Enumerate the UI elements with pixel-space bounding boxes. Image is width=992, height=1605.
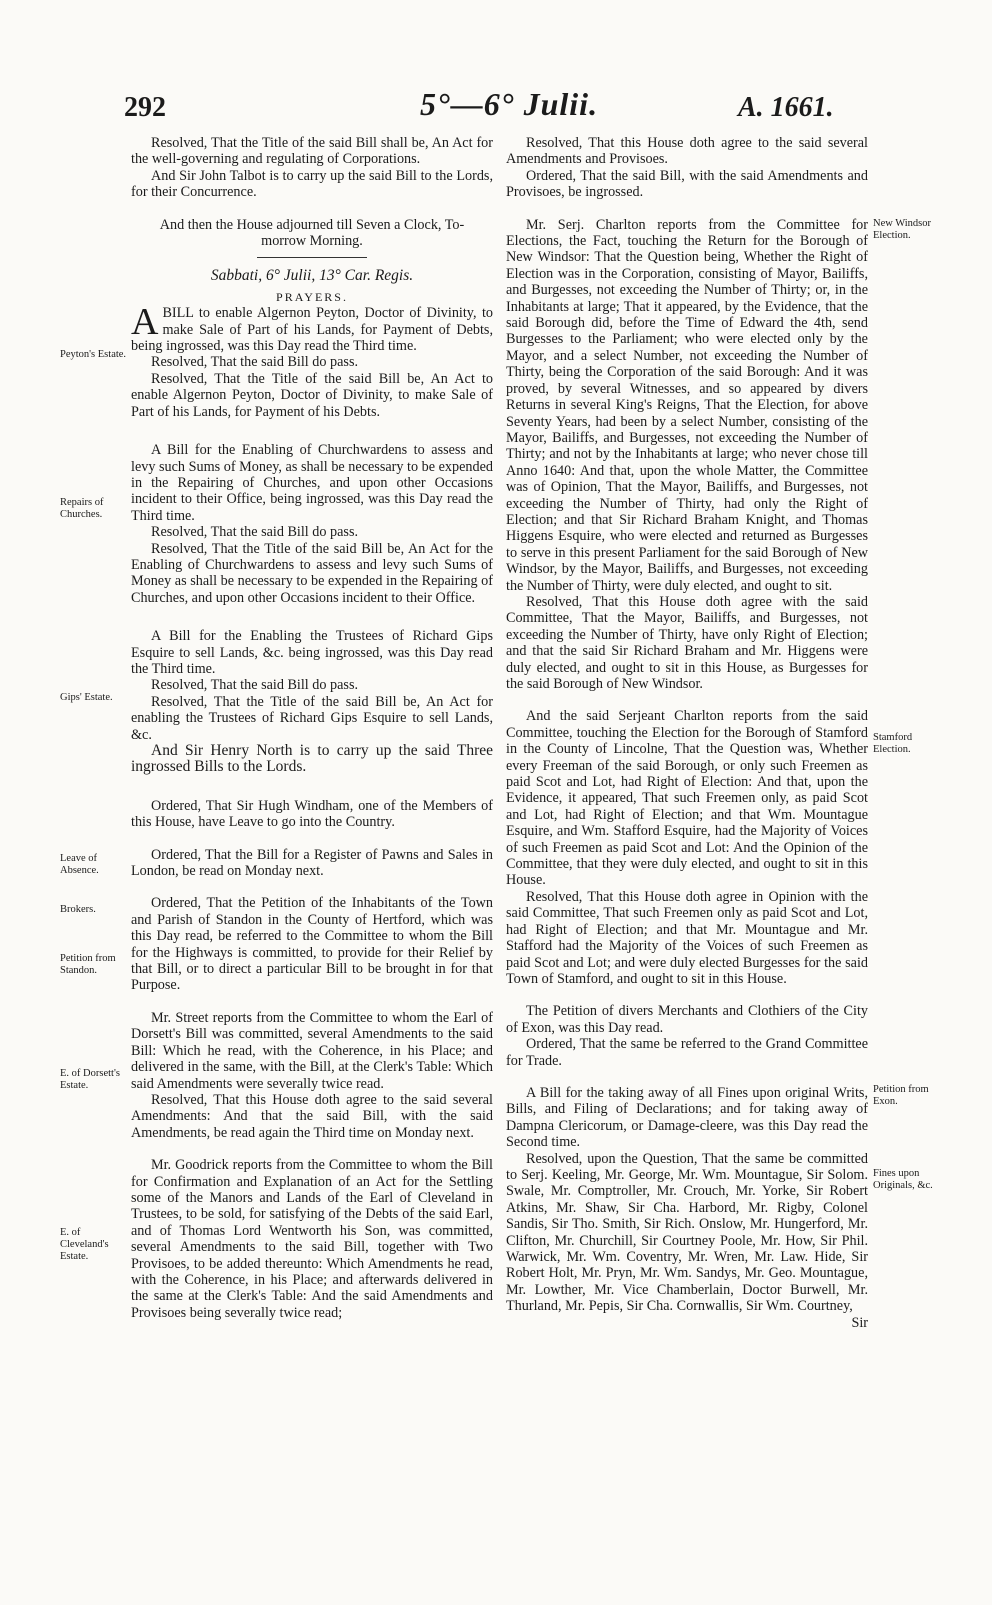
paragraph: Ordered, That Sir Hugh Windham, one of the Members of this House, have Leave to go into the Country.	[131, 797, 493, 831]
paragraph: Resolved, That the Title of the said Bill be, An Act to enable Algernon Peyton, Doctor of Divinity, to make Sale of Part of his Lands, for Payment of his Debts.	[131, 370, 493, 420]
paragraph: Mr. Serj. Charlton reports from the Committee for Elections, the Fact, touching the Return for the Borough of New Windsor: That the Question being, Whether the Right of Election was in the Corporation, consisting of Mayor, Bailiffs, and Burgesses, not exceeding the Number of Thirty; or, in the Inhabitants at large; That it appeared, by the Evidence, that the said Borough did, before the Time of Edward the 4th, send Burgesses to the Parliament; who were elected only by the Mayor, and a select Number, not exceeding the Number of Thirty, being the Corporation of the said Borough: And it was proved, by several Witnesses, and so appeared by divers Returns in several King's Reigns, That the Election, for above Seventy Years, had been by a select Number, consisting of the Mayor, Bailiffs, and Burgesses, not exceeding the Number of Thirty; and not by the Inhabitants at large; who never chose till Anno 1640: And that, upon the whole Matter, the Committee was of Opinion, That the Mayor, Bailiffs, and Burgesses, not exceeding the Number of Thirty, had only the Right of Election; and that Sir Richard Braham Knight, and Thomas Higgens Esquire, who were elected and returned as Burgesses to serve in this present Parliament for the said Borough of New Windsor, by the Mayor, Bailiffs, and Burgesses, not exceeding the Number of Thirty, were duly elected, and ought to sit.	[506, 216, 868, 594]
right-column	[506, 135, 868, 1331]
drop-cap: A	[131, 301, 159, 344]
paragraph: And Sir John Talbot is to carry up the said Bill to the Lords, for their Concurrence.	[131, 167, 493, 201]
running-year: A. 1661.	[738, 92, 834, 123]
catchword: Sir	[851, 1314, 868, 1331]
paragraph: Resolved, That the Title of the said Bill be, An Act for the Enabling of Churchwardens to assess and levy such Sums of Money as shall be necessary to be expended in the Repairing of Churches, and upon other Occasions incident to their Office.	[131, 540, 493, 606]
left-column	[131, 135, 493, 1321]
margin-note: E. of Cleveland's Estate.	[60, 1227, 109, 1262]
paragraph: Resolved, That this House doth agree in Opinion with the said Committee, That such Freemen only as paid Scot and Lot, had Right of Election; and that Mr. Mountague and Mr. Stafford had the Majority of the Voices of such Freemen as paid Scot and Lot; and were duly elected Burgesses for the said Town of Stamford, and ought to sit in this House.	[506, 888, 868, 987]
paragraph: Resolved, That this House doth agree to the said several Amendments and Provisoes.	[506, 135, 868, 168]
margin-note: Petition from Exon.	[873, 1084, 929, 1107]
page-header	[0, 84, 992, 134]
section-rule	[257, 257, 367, 258]
margin-note: Repairs of Churches.	[60, 497, 104, 520]
margin-note: Brokers.	[60, 904, 96, 915]
paragraph: Mr. Goodrick reports from the Committee to whom the Bill for Confirmation and Explanation of an Act for the Settling some of the Manors and Lands of the Earl of Cleveland in Trustees, to be sold, for satisfying of the Debts of the said Earl, and of Thomas Lord Wentworth his Son, was committed, several Amendments to the said Bill, together with Two Provisoes, to be added thereunto: Which Amendments he read, with the Coherence, in his Place; and afterwards delivered in the same at the Clerk's Table: And the said Amendments and Provisoes being severally twice read;	[131, 1157, 493, 1321]
running-date: 5°—6° Julii.	[420, 86, 599, 122]
margin-note: New Windsor Election.	[873, 218, 932, 241]
paragraph: BILL to enable Algernon Peyton, Doctor of Divinity, to make Sale of Part of his Lands, for Payment of Debts, being ingrossed, was this Day read the Third time.	[131, 305, 493, 355]
paragraph: Resolved, That the said Bill do pass.	[151, 677, 359, 694]
paragraph: Resolved, That the said Bill do pass.	[151, 524, 359, 541]
paragraph: Ordered, That the said Bill, with the said Amendments and Provisoes, be ingrossed.	[506, 167, 868, 201]
margin-note: Leave of Absence.	[60, 853, 99, 876]
margin-note: Fines upon Originals, &c.	[873, 1168, 933, 1191]
margin-note: Peyton's Estate.	[60, 349, 127, 360]
adjournment-note: And then the House adjourned till Seven a Clock, To-morrow Morning.	[159, 216, 465, 250]
day-heading: Sabbati, 6° Julii, 13° Car. Regis.	[210, 267, 414, 285]
paragraph: The Petition of divers Merchants and Clothiers of the City of Exon, was this Day read.	[506, 1003, 868, 1036]
paragraph: Resolved, That the Title of the said Bill shall be, An Act for the well-governing and regulating of Corporations.	[131, 135, 493, 168]
paragraph: And the said Serjeant Charlton reports from the said Committee, touching the Election for the Borough of Stamford in the County of Lincolne, That the Question was, Whether every Freeman of the said Borough, or only such Freemen as paid Scot and Lot, had Right of Election: And that, upon the Evidence, it appeared, That such Freemen only, as paid Scot and Lot, had Right of Election; and that Wm. Mountague Esquire, and Wm. Stafford Esquire, had the Majority of Voices of such Freemen as paid Scot and Lot: And the Opinion of the Committee, that they were duly elected, and ought to sit in this House.	[506, 708, 868, 889]
paragraph: Resolved, That the said Bill do pass.	[151, 354, 359, 371]
paragraph: Resolved, That the Title of the said Bill be, An Act for enabling the Trustees of Richard Gips Esquire to sell Lands, &c.	[131, 693, 493, 743]
paragraph: Mr. Street reports from the Committee to whom the Earl of Dorsett's Bill was committed, several Amendments to the said Bill: Which he read, with the Coherence, in his Place; and delivered in the same, with the Bill, at the Clerk's Table: Which said Amendments were severally twice read.	[131, 1009, 493, 1092]
prayers-heading: PRAYERS.	[276, 289, 348, 304]
paragraph: A Bill for the Enabling of Churchwardens to assess and levy such Sums of Money, as shall be necessary to be expended in the Repairing of Churches, and upon other Occasions incident to their Office, being ingrossed, was this Day read the Third time.	[131, 442, 493, 524]
paragraph: A Bill for the taking away of all Fines upon original Writs, Bills, and Filing of Declarations; and for taking away of Dampna Clericorum, or Damage-cleere, was this Day read the Second time.	[506, 1084, 868, 1151]
margin-note: Stamford Election.	[873, 732, 913, 755]
margin-note: Petition from Standon.	[60, 953, 116, 976]
paragraph: Ordered, That the Bill for a Register of Pawns and Sales in London, be read on Monday next.	[131, 846, 493, 880]
paragraph: Resolved, upon the Question, That the same be committed to Serj. Keeling, Mr. George, Mr. Wm. Mountague, Sir Solom. Swale, Mr. Comptroller, Mr. Crouch, Mr. Yorke, Sir Robert Atkins, Mr. Shaw, Sir Cha. Harbord, Mr. Rigby, Colonel Sandis, Sir Tho. Smith, Sir Rich. Onslow, Mr. Hungerford, Mr. Clifton, Mr. Churchill, Sir Courtney Poole, Mr. How, Sir Phil. Warwick, Mr. Wm. Coventry, Mr. Wren, Mr. Law. Hide, Sir Robert Holt, Mr. Pryn, Mr. Wm. Sandys, Mr. Geo. Mountague, Mr. Lowther, Mr. Vice Chamberlain, Doctor Burwell, Mr. Thurland, Mr. Pepis, Sir Cha. Cornwallis, Sir Wm. Courtney,	[506, 1150, 868, 1315]
paragraph: Ordered, That the Petition of the Inhabitants of the Town and Parish of Standon in the County of Hertford, which was this Day read, be referred to the Committee to whom the Bill for the Highways is committed, to provide for their Relief by that Bill, or to direct a particular Bill to be brought in for that Purpose.	[131, 895, 493, 994]
paragraph: Resolved, That this House doth agree with the said Committee, That the Mayor, Bailiffs, and Burgesses, not exceeding the Number of Thirty, have only Right of Election; and that the said Sir Richard Braham and Mr. Higgens were duly elected, and ought to sit in this House, as Burgesses for the said Borough of New Windsor.	[506, 593, 868, 692]
margin-note: E. of Dorsett's Estate.	[60, 1068, 120, 1091]
margin-note: Gips' Estate.	[60, 692, 113, 703]
paragraph: Resolved, That this House doth agree to the said several Amendments: And that the said Bill, with the said Amendments, be read again the Third time on Monday next.	[131, 1091, 493, 1141]
paragraph: Ordered, That the same be referred to the Grand Committee for Trade.	[506, 1036, 868, 1069]
paragraph: A Bill for the Enabling the Trustees of Richard Gips Esquire to sell Lands, &c. being ingrossed, was this Day read the Third time.	[131, 628, 493, 677]
paragraph: And Sir Henry North is to carry up the said Three ingrossed Bills to the Lords.	[131, 742, 493, 776]
page-number: 292	[124, 92, 166, 123]
